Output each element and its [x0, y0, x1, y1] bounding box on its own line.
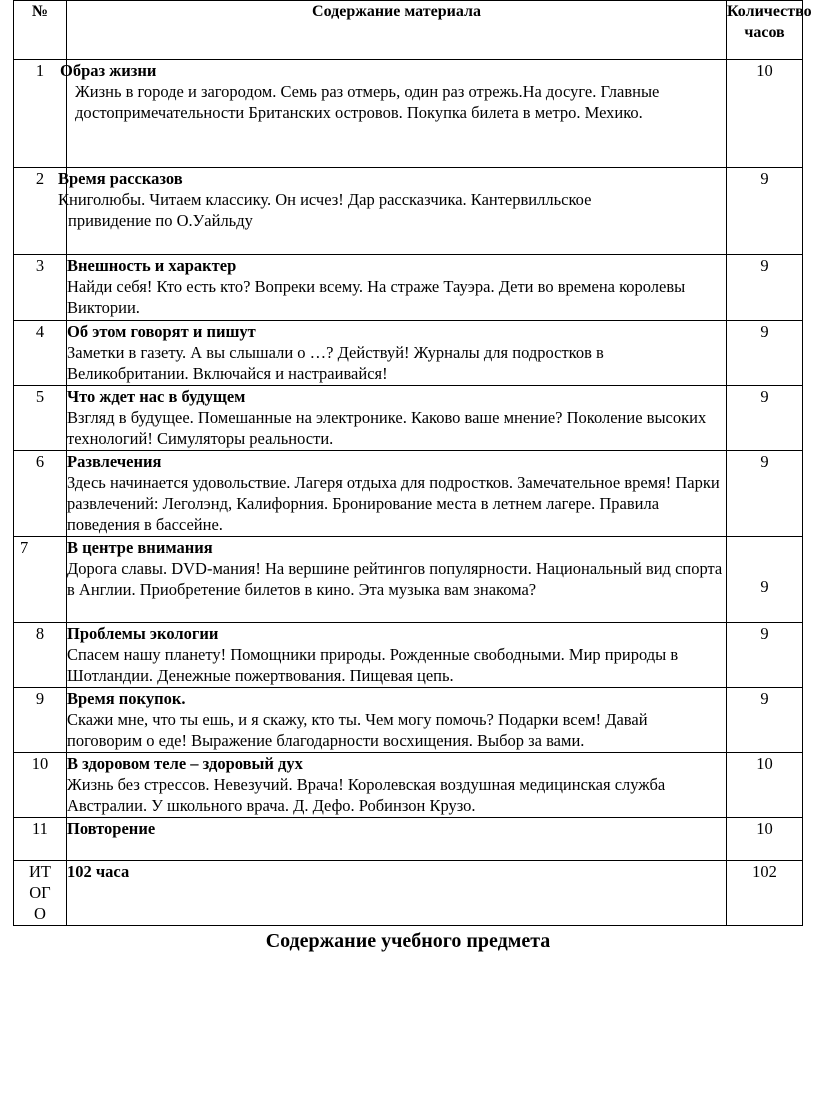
section-heading: Содержание учебного предмета: [265, 930, 551, 952]
row-content: [67, 753, 727, 818]
row-topic: Проблемы экологии: [67, 624, 219, 643]
row-number: 5: [14, 386, 67, 451]
row-description: Взгляд в будущее. Помешанные на электронике. Каково ваше мнение? Поколение высоких технологий! Симуляторы реальности.: [67, 408, 707, 448]
header-hours: Количество часов: [727, 1, 803, 60]
total-label: ИТОГО: [14, 861, 67, 926]
row-hours: 9: [727, 168, 803, 255]
row-hours: 10: [727, 818, 803, 861]
row-description: Жизнь в городе и загородом. Семь раз отмерь, один раз отрежь.На досуге. Главные достопримечательности Британских островов. Покупка билета в метро. Мехико.: [75, 82, 660, 122]
row-description-rest: привидение по О.Уайльду: [68, 211, 253, 230]
row-description: [58, 189, 726, 231]
total-hours-text: 102 часа: [67, 862, 130, 881]
row-number: 8: [14, 623, 67, 688]
row-topic: Время рассказов: [58, 169, 183, 188]
header-number: №: [14, 1, 67, 60]
row-content: [67, 818, 727, 861]
table-row: [14, 255, 803, 321]
row-topic: Время покупок.: [67, 689, 186, 708]
row-description: Спасем нашу планету! Помощники природы. Рожденные свободными. Мир природы в Шотландии. Денежные пожертвования. Пищевая цепь.: [67, 645, 679, 685]
total-hours: 102: [727, 861, 803, 926]
row-description: Скажи мне, что ты ешь, и я скажу, кто ты. Чем могу помочь? Подарки всем! Давай поговорим о еде! Выражение благодарности восхищения. Выбор за вами.: [67, 710, 648, 750]
row-hours: 9: [727, 321, 803, 386]
row-content: [67, 386, 727, 451]
row-number: 9: [14, 688, 67, 753]
row-hours: 9: [727, 688, 803, 753]
table-row: [14, 60, 803, 168]
row-description: Жизнь без стрессов. Невезучий. Врача! Королевская воздушная медицинская служба Австралии. У школьного врача. Д. Дефо. Робинзон Крузо.: [67, 775, 666, 815]
table-row: [14, 623, 803, 688]
row-topic: Повторение: [67, 819, 156, 838]
row-description: Дорога славы. DVD-мания! На вершине рейтингов популярности. Национальный вид спорта в Англии. Приобретение билетов в кино. Эта музыка вам знакома?: [67, 559, 723, 599]
table-row: [14, 321, 803, 386]
row-hours: 10: [727, 60, 803, 168]
row-description-first: Книголюбы. Читаем классику. Он исчез! Дар рассказчика. Кантервилльское: [58, 190, 592, 209]
row-number: 6: [14, 451, 67, 537]
row-topic: Внешность и характер: [67, 256, 237, 275]
row-number: 3: [14, 255, 67, 321]
row-content: [67, 321, 727, 386]
row-content: [67, 255, 727, 321]
row-topic: Об этом говорят и пишут: [67, 322, 256, 341]
table-row: [14, 386, 803, 451]
table-total-row: [14, 861, 803, 926]
table-row: [14, 688, 803, 753]
row-hours: 9: [727, 255, 803, 321]
row-content: [67, 537, 727, 623]
row-number: 10: [14, 753, 67, 818]
row-number: 7: [14, 537, 67, 623]
row-description: Здесь начинается удовольствие. Лагеря отдыха для подростков. Замечательное время! Парки развлечений: Леголэнд, Калифорния. Бронирование места в летнем лагере. Правила поведения в бассейне.: [67, 473, 720, 534]
row-number: 1: [14, 60, 67, 168]
row-description: Заметки в газету. А вы слышали о …? Действуй! Журналы для подростков в Великобритании. Включайся и настраивайся!: [67, 343, 604, 383]
row-topic: Образ жизни: [60, 61, 157, 80]
table-row: [14, 451, 803, 537]
row-topic: Развлечения: [67, 452, 162, 471]
curriculum-table: [13, 0, 812, 926]
row-content: [58, 168, 727, 255]
row-hours: 9: [727, 386, 803, 451]
row-content: [67, 451, 727, 537]
row-content: [67, 688, 727, 753]
row-topic: Что ждет нас в будущем: [67, 387, 246, 406]
row-hours: 9: [727, 537, 803, 623]
row-topic: В здоровом теле – здоровый дух: [67, 754, 303, 773]
header-content: Содержание материала: [67, 1, 727, 60]
row-hours: 9: [727, 451, 803, 537]
row-content: [67, 623, 727, 688]
table-row: [14, 818, 803, 861]
row-number: 2: [14, 168, 67, 255]
row-hours: 9: [727, 623, 803, 688]
table-row: [14, 537, 803, 623]
table-row: [14, 753, 803, 818]
table-header-row: [14, 1, 803, 60]
row-number: 11: [14, 818, 67, 861]
row-number: 4: [14, 321, 67, 386]
row-description: Найди себя! Кто есть кто? Вопреки всему. На страже Тауэра. Дети во времена королевы Виктории.: [67, 277, 686, 317]
total-content: [67, 861, 727, 926]
table-row: [14, 168, 803, 255]
row-content: [60, 60, 727, 168]
row-topic: В центре внимания: [67, 538, 213, 557]
row-hours: 10: [727, 753, 803, 818]
